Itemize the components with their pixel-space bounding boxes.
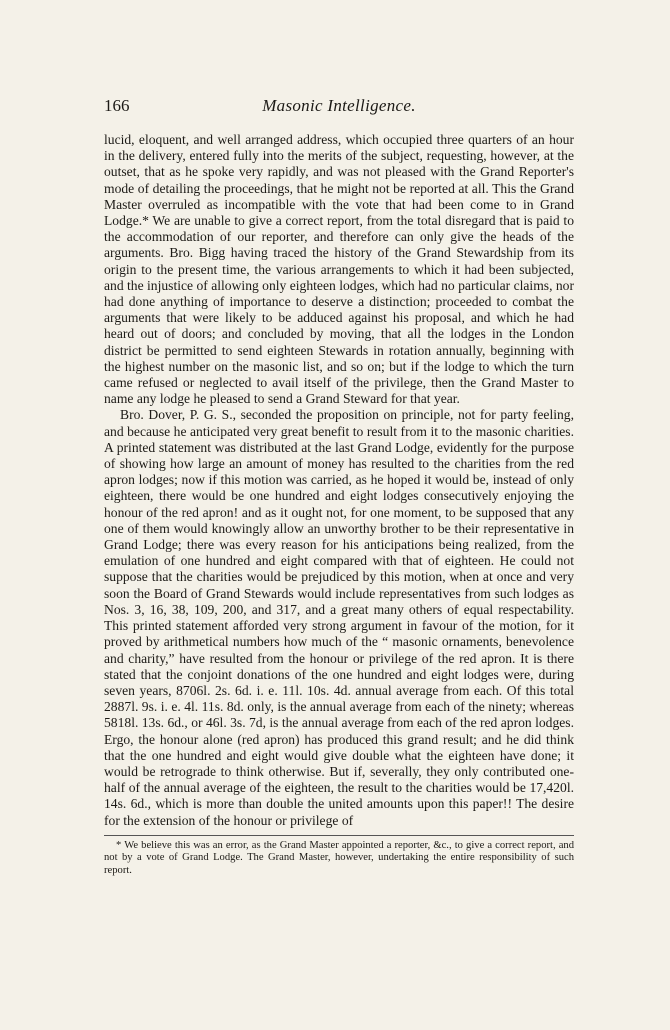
running-title: Masonic Intelligence.	[262, 96, 416, 115]
paragraph-dover-seconds: Bro. Dover, P. G. S., seconded the proposition on principle, not for party feeling, and because he anticipated very great benefit to result from it to the masonic charities. A printed statement was distributed at the last Grand Lodge, evidently for the purpose of showing how large an amount of money has resulted to the charities from the red apron lodges; now if this motion was carried, as he hoped it would be, instead of only eighteen, there would be one hundred and eight lodges consecutively enjoying the honour of the red apron! and as it ought not, for one moment, to be supposed that any one of them would knowingly allow an unworthy brother to be their representative in Grand Lodge; there was every reason for his anticipations being realized, from the emulation of one hundred and eight compared with that of eighteen. He could not suppose that the charities would be prejudiced by this motion, when at once and very soon the Board of Grand Stewards would include representatives from such lodges as Nos. 3, 16, 38, 109, 200, and 317, and a great many others of equal respectability. This printed statement afforded very strong argument in favour of the motion, for it proved by arithmetical numbers how much of the “ masonic ornaments, benevolence and charity,” have resulted from the honour or privilege of the red apron. It is there stated that the conjoint donations of the one hundred and eight lodges were, during seven years, 8706l. 2s. 6d. i. e. 11l. 10s. 4d. annual average from each. Of this total 2887l. 9s. i. e. 4l. 11s. 8d. only, is the annual average from each of the ninety; whereas 5818l. 13s. 6d., or 46l. 3s. 7d, is the annual average from each of the red apron lodges. Ergo, the honour alone (red apron) has produced this grand result; and he did think that the one hundred and eight would give double what the eighteen have done; it would be retrograde to think otherwise. But if, severally, they only contributed one-half of the annual average of the eighteen, the result to the charities would be 17,420l. 14s. 6d., which is more than double the united amounts upon this paper!! The desire for the extension of the honour or privilege of	[104, 407, 574, 828]
body-text	[104, 132, 574, 829]
paragraph-bigg-motion: lucid, eloquent, and well arranged address, which occupied three quarters of an hour in the delivery, entered fully into the merits of the subject, requesting, however, at the outset, that as he spoke very rapidly, and was not pleased with the Grand Reporter's mode of detailing the proceedings, that he might not be reported at all. This the Grand Master overruled as incompatible with the vote that had been come to in Grand Lodge.* We are unable to give a correct report, from the total disregard that is paid to the accommodation of our reporter, and therefore can only give the heads of the arguments. Bro. Bigg having traced the history of the Grand Stewardship from its origin to the present time, the various arrangements to which it had been subjected, and the injustice of allowing only eighteen lodges, which had no particular claims, nor had done anything of importance to deserve a distinction; proceeded to combat the arguments that were likely to be adduced against his proposal, and which he had heard out of doors; and concluded by moving, that all the lodges in the London district be permitted to send eighteen Stewards in rotation annually, beginning with the highest number on the masonic list, and so on; but if the lodge to which the turn came refused or neglected to avail itself of the privilege, then the Grand Master to name any lodge he pleased to send a Grand Steward for that year.	[104, 132, 574, 407]
footnote-divider	[104, 835, 574, 836]
page-number: 166	[104, 96, 130, 115]
page-header	[104, 96, 574, 122]
footnote: * We believe this was an error, as the Grand Master appointed a reporter, &c., to give a correct report, and not by a vote of Grand Lodge. The Grand Master, however, undertaking the entire responsibility of such report.	[104, 839, 574, 876]
